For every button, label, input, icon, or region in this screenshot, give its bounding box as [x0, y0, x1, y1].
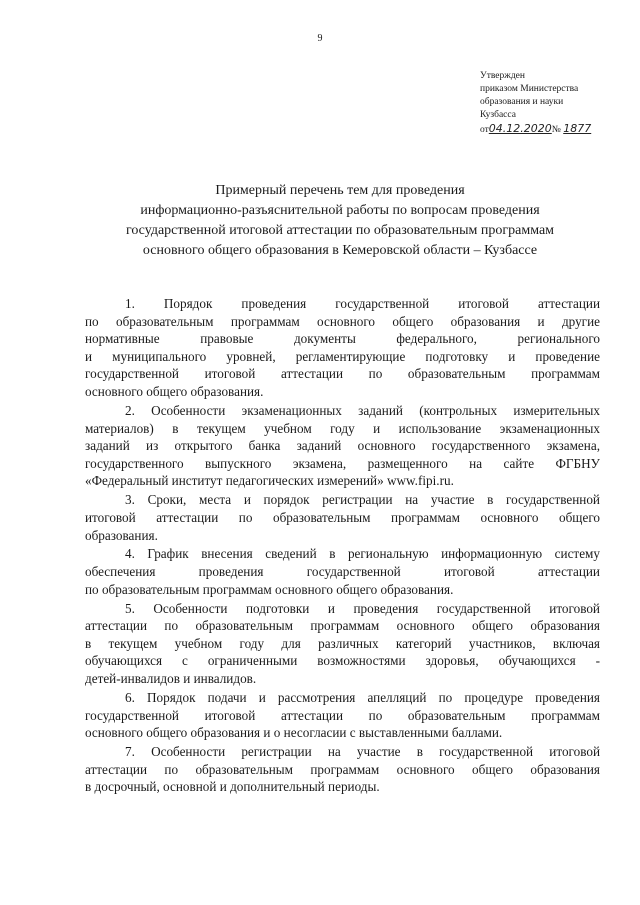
document-title — [80, 181, 600, 261]
topic-item-7 — [85, 743, 600, 796]
paragraph-line: 7. Особенности регистрации на участие в государственной итоговой — [125, 744, 600, 760]
approval-line: образования и науки — [480, 97, 564, 107]
paragraph-line: аттестации по образовательным программам основного общего образования — [85, 761, 600, 777]
paragraph-line: и муниципального уровней, регламентирующие подготовку и проведение — [85, 348, 600, 364]
paragraph-line: 6. Порядок подачи и рассмотрения апелляций по процедуре проведения — [125, 690, 600, 706]
topic-item-1 — [85, 295, 600, 401]
paragraph-line: государственного выпускного экзамена, размещенного на сайте ФГБНУ — [85, 455, 600, 471]
approval-line: Утвержден — [480, 71, 525, 81]
approval-date-line — [480, 122, 630, 137]
paragraph-line: основного общего образования. — [85, 383, 264, 399]
paragraph-line: обеспечения проведения государственной итоговой аттестации — [85, 564, 600, 580]
topic-item-6 — [85, 689, 600, 742]
paragraph-line: нормативные правовые документы федерального, регионального — [85, 331, 600, 347]
paragraph-line: 3. Сроки, места и порядок регистрации на участие в государственной — [125, 492, 600, 508]
title-line: информационно-разъяснительной работы по вопросам проведения — [140, 203, 540, 218]
paragraph-line: государственной итоговой аттестации по образовательным программам — [85, 707, 600, 723]
paragraph-line: в текущем учебном году для различных категорий участников, включая — [85, 635, 600, 651]
page-number: 9 — [317, 33, 323, 44]
paragraph-line: детей-инвалидов и инвалидов. — [85, 671, 257, 687]
number-prefix: № — [551, 125, 561, 135]
paragraph-line: обучающихся с ограниченными возможностями здоровья, обучающихся - — [85, 653, 600, 669]
paragraph-line: 5. Особенности подготовки и проведения государственной итоговой — [125, 600, 600, 616]
paragraph-line: основного общего образования и о несогласии с выставленными баллами. — [85, 725, 503, 741]
topics-list — [85, 295, 600, 797]
paragraph-line: образования. — [85, 527, 158, 543]
paragraph-line: 4. График внесения сведений в региональную информационную систему — [125, 546, 600, 562]
paragraph-line: «Федеральный институт педагогических измерений» www.fipi.ru. — [85, 473, 454, 489]
title-line: основного общего образования в Кемеровской области – Кузбассе — [142, 243, 538, 258]
paragraph-line: по образовательным программам основного общего образования. — [85, 581, 454, 597]
topic-item-4 — [85, 545, 600, 598]
paragraph-line: итоговой аттестации по образовательным программам основного общего — [85, 509, 600, 525]
approval-line: Кузбасса — [480, 110, 516, 120]
paragraph-line: материалов) в текущем учебном году и использование экзаменационных — [85, 420, 600, 436]
paragraph-line: 2. Особенности экзаменационных заданий (контрольных измерительных — [125, 402, 600, 418]
paragraph-line: 1. Порядок проведения государственной итоговой аттестации — [125, 296, 600, 311]
date-prefix: от — [480, 125, 489, 135]
topic-item-3 — [85, 491, 600, 544]
topic-item-2 — [85, 402, 600, 490]
paragraph-line: государственной итоговой аттестации по образовательным программам — [85, 366, 600, 382]
paragraph-line: по образовательным программам основного общего образования и другие — [85, 313, 600, 329]
paragraph-line: заданий из открытого банка заданий основного государственного экзамена, — [85, 438, 600, 454]
title-line: Примерный перечень тем для проведения — [215, 183, 465, 198]
approval-stamp — [480, 70, 630, 137]
handwritten-number: 1877 — [563, 122, 592, 135]
handwritten-date: 04.12.2020 — [488, 122, 552, 135]
topic-item-5 — [85, 600, 600, 688]
paragraph-line: в досрочный, основной и дополнительный периоды. — [85, 779, 380, 795]
title-line: государственной итоговой аттестации по образовательным программам — [125, 223, 555, 238]
approval-line: приказом Министерства — [480, 84, 579, 94]
paragraph-line: аттестации по образовательным программам основного общего образования — [85, 618, 600, 634]
